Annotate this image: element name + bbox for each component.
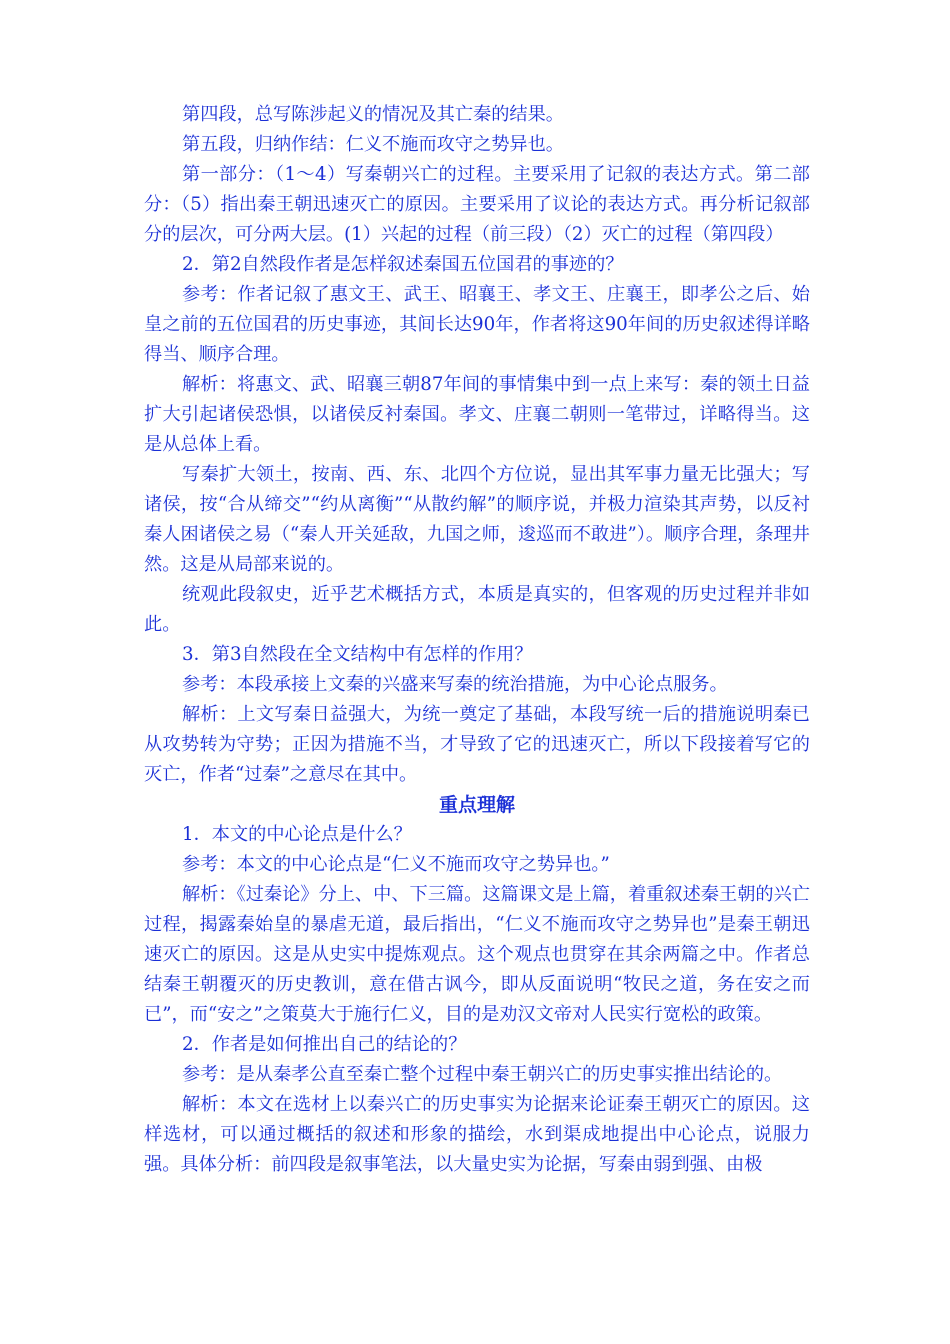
document-body: [144, 100, 810, 1180]
key-question-2: 2．作者是如何推出自己的结论的？: [182, 1034, 467, 1055]
reference-3: 参考：本段承接上文秦的兴盛来写秦的统治措施，为中心论点服务。: [182, 674, 728, 695]
paragraph-fifth-section: 第五段，归纳作结：仁义不施而攻守之势异也。: [182, 134, 564, 155]
analysis-2-summary: 统观此段叙史，近乎艺术概括方式，本质是真实的，但客观的历史过程并非如此。: [144, 584, 810, 635]
analysis-3: 解析：上文写秦日益强大，为统一奠定了基础，本段写统一后的措施说明秦已从攻势转为守势；正因为措施不当，才导致了它的迅速灭亡，所以下段接着写它的灭亡，作者“过秦”之意尽在其中。: [144, 704, 810, 785]
paragraph-fourth-section: 第四段，总写陈涉起义的情况及其亡秦的结果。: [182, 104, 564, 125]
reference-2: 参考：作者记叙了惠文王、武王、昭襄王、孝文王、庄襄王，即孝公之后、始皇之前的五位国君的历史事迹，其间长达90年，作者将这90年间的历史叙述得详略得当、顺序合理。: [144, 284, 810, 365]
paragraph-part-structure: 第一部分：（1～4）写秦朝兴亡的过程。主要采用了记叙的表达方式。第二部分：（5）指出秦王朝迅速灭亡的原因。主要采用了议论的表达方式。再分析记叙部分的层次，可分两大层。(1）兴起的过程（前三段）（2）灭亡的过程（第四段）: [144, 164, 810, 245]
key-reference-1: 参考：本文的中心论点是“仁义不施而攻守之势异也。”: [182, 854, 610, 875]
question-2: 2．第2自然段作者是怎样叙述秦国五位国君的事迹的？: [182, 254, 624, 275]
key-analysis-2: 解析：本文在选材上以秦兴亡的历史事实为论据来论证秦王朝灭亡的原因。这样选材，可以通过概括的叙述和形象的描绘，水到渠成地提出中心论点，说服力强。具体分析：前四段是叙事笔法，以大量史实为论据，写秦由弱到强、由极: [144, 1094, 810, 1175]
key-analysis-1: 解析：《过秦论》分上、中、下三篇。这篇课文是上篇，着重叙述秦王朝的兴亡过程，揭露秦始皇的暴虐无道，最后指出，“仁义不施而攻守之势异也”是秦王朝迅速灭亡的原因。这是从史实中提炼观点。这个观点也贯穿在其余两篇之中。作者总结秦王朝覆灭的历史教训，意在借古讽今，即从反面说明“牧民之道，务在安之而已”，而“安之”之策莫大于施行仁义，目的是劝汉文帝对人民实行宽松的政策。: [144, 884, 810, 1025]
question-3: 3．第3自然段在全文结构中有怎样的作用？: [182, 644, 533, 665]
analysis-2-detail: 写秦扩大领土，按南、西、东、北四个方位说，显出其军事力量无比强大；写诸侯，按“合从缔交”“约从离衡”“从散约解”的顺序说，并极力渲染其声势，以反衬秦人困诸侯之易（“秦人开关延敌，九国之师，逡巡而不敢进”）。顺序合理，条理井然。这是从局部来说的。: [144, 464, 810, 575]
analysis-2: 解析：将惠文、武、昭襄三朝87年间的事情集中到一点上来写：秦的领土日益扩大引起诸侯恐惧，以诸侯反衬秦国。孝文、庄襄二朝则一笔带过，详略得当。这是从总体上看。: [144, 374, 810, 455]
section-heading: 重点理解: [438, 794, 515, 816]
key-reference-2: 参考：是从秦孝公直至秦亡整个过程中秦王朝兴亡的历史事实推出结论的。: [182, 1064, 783, 1085]
key-question-1: 1．本文的中心论点是什么？: [182, 824, 412, 845]
